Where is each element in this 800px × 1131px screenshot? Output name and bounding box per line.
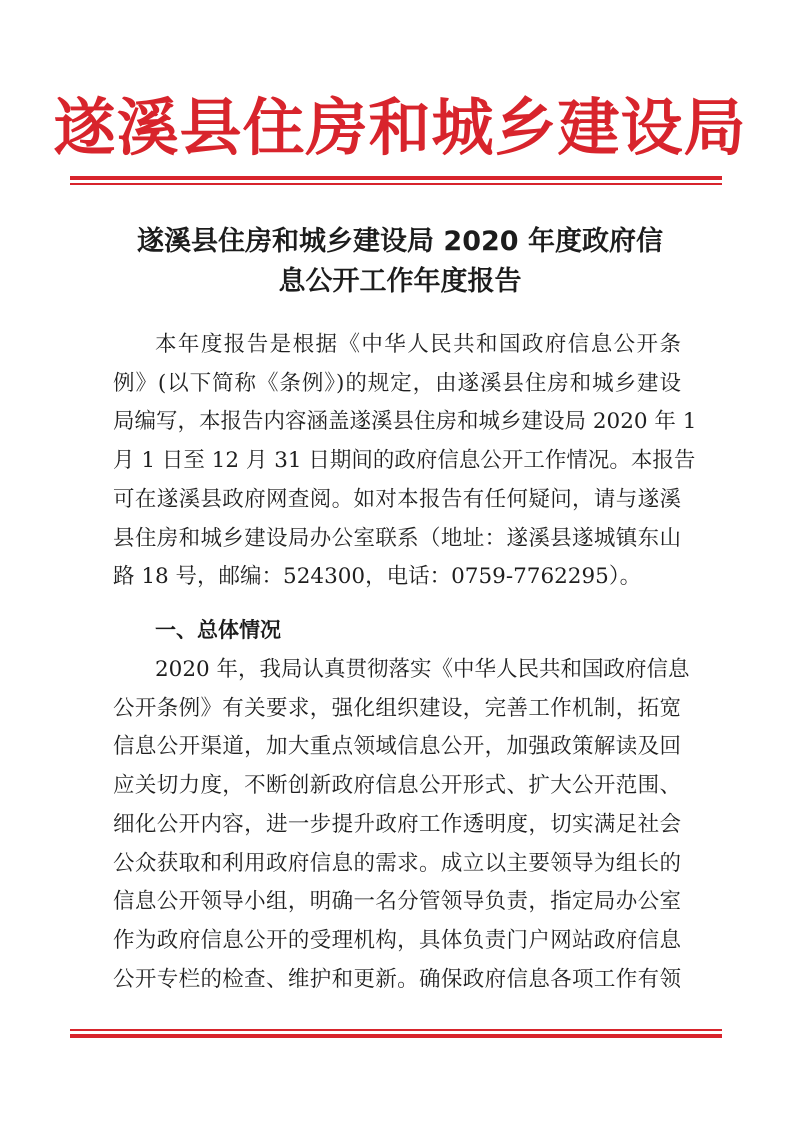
footer-rule-thick xyxy=(70,1034,722,1038)
overview-line: 信息公开领导小组，明确一名分管领导负责，指定局办公室 xyxy=(113,889,681,915)
letterhead-rule-thin xyxy=(70,183,722,185)
overview-line: 2020 年，我局认真贯彻落实《中华人民共和国政府信息 xyxy=(155,657,690,682)
document-title-line-1: 遂溪县住房和城乡建设局 2020 年度政府信 xyxy=(137,226,663,257)
document-title-line-2: 息公开工作年度报告 xyxy=(278,266,522,297)
letterhead-title: 遂溪县住房和城乡建设局 xyxy=(53,91,747,164)
overview-line: 应关切力度，不断创新政府信息公开形式、扩大公开范围、 xyxy=(113,773,681,799)
overview-line: 作为政府信息公开的受理机构，具体负责门户网站政府信息 xyxy=(113,927,681,953)
footer-rule-thin xyxy=(70,1029,722,1031)
overview-line: 公开条例》有关要求，强化组织建设，完善工作机制，拓宽 xyxy=(113,695,681,721)
intro-line: 路 18 号，邮编：524300，电话：0759-7762295）。 xyxy=(113,564,642,590)
overview-line: 细化公开内容，进一步提升政府工作透明度，切实满足社会 xyxy=(113,811,681,837)
intro-line: 局编写，本报告内容涵盖遂溪县住房和城乡建设局 2020 年 1 xyxy=(113,409,697,435)
letterhead-rule-thick xyxy=(70,176,722,180)
document-title xyxy=(100,222,700,302)
intro-line: 县住房和城乡建设局办公室联系（地址：遂溪县遂城镇东山 xyxy=(113,525,681,551)
overview-line: 公众获取和利用政府信息的需求。成立以主要领导为组长的 xyxy=(113,850,681,876)
intro-line: 本年度报告是根据《中华人民共和国政府信息公开条 xyxy=(155,332,681,357)
overview-line: 信息公开渠道，加大重点领域信息公开，加强政策解读及回 xyxy=(113,734,681,760)
intro-line: 例》(以下简称《条例》)的规定，由遂溪县住房和城乡建设 xyxy=(113,370,681,396)
section-heading-overview: 一、总体情况 xyxy=(155,618,281,642)
overview-line: 公开专栏的检查、维护和更新。确保政府信息各项工作有领 xyxy=(113,966,681,992)
intro-line: 月 1 日至 12 月 31 日期间的政府信息公开工作情况。本报告 xyxy=(113,448,696,474)
intro-line: 可在遂溪县政府网查阅。如对本报告有任何疑问，请与遂溪 xyxy=(113,486,681,512)
